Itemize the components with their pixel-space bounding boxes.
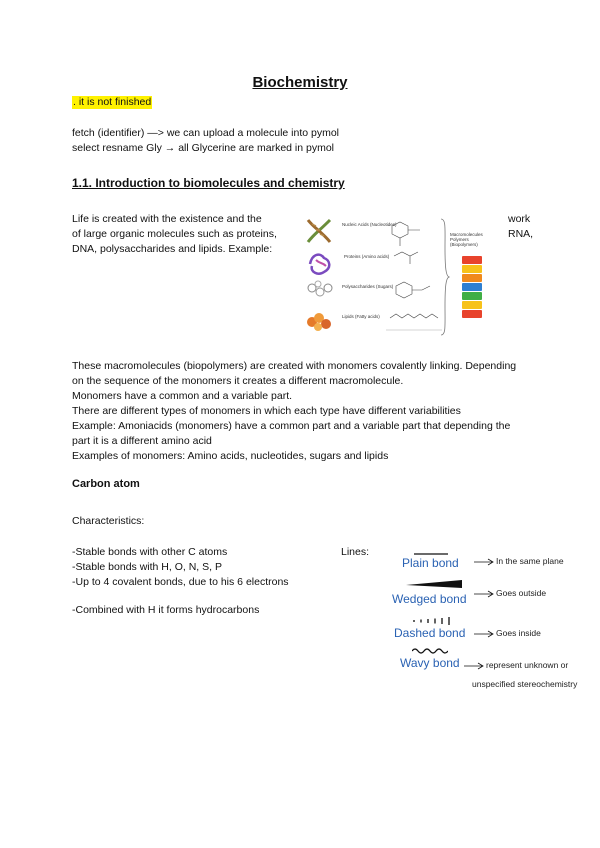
dashed-bond-symbol — [412, 616, 452, 626]
lego-brick — [462, 265, 482, 273]
para-line: Monomers have a common and a variable part. — [72, 390, 293, 402]
lego-brick — [462, 283, 482, 291]
para-line: RNA, — [508, 228, 534, 240]
wavy-bond-label: Wavy bond — [400, 656, 460, 670]
protein-image — [306, 250, 334, 278]
lego-brick-stack — [462, 256, 482, 319]
characteristic-item: -Up to 4 covalent bonds, due to his 6 electrons — [72, 576, 289, 588]
lego-brick — [462, 274, 482, 282]
para-line: These macromolecules (biopolymers) are created with monomers covalently linking. Depending — [72, 360, 517, 372]
arrow-icon — [474, 558, 496, 566]
page-title: Biochemistry — [252, 74, 348, 91]
bond-legend — [388, 548, 594, 696]
structural-formulas — [386, 216, 442, 336]
figure-label-nucleic-acids: Nucleic Acids (Nucleotides) — [342, 222, 397, 227]
para-line: part it is a different amino acid — [72, 435, 212, 447]
paragraph-2 — [72, 359, 552, 464]
intro-line: select resname Gly → all Glycerine are marked in pymol — [72, 142, 335, 154]
carbon-heading: Carbon atom — [72, 478, 140, 490]
dna-helix-image — [304, 216, 334, 246]
para-line: Example: Amoniacids (monomers) have a common part and a variable part that depending the — [72, 420, 511, 432]
wedged-bond-label: Wedged bond — [392, 592, 467, 606]
dashed-bond-desc: Goes inside — [496, 628, 541, 638]
wavy-bond-symbol — [412, 647, 448, 655]
highlight-note: . it is not finished — [73, 96, 152, 108]
figure-bracket — [440, 218, 450, 336]
plain-bond-label: Plain bond — [402, 556, 459, 570]
characteristic-item: -Combined with H it forms hydrocarbons — [72, 604, 260, 616]
side-label-line: Macromolecules — [450, 232, 483, 237]
figure-label-polysaccharides: Polysaccharides (Sugars) — [342, 284, 394, 289]
arrow-icon — [474, 630, 496, 638]
biomolecules-figure — [298, 212, 504, 346]
figure-label-lipids: Lipids (Fatty acids) — [342, 314, 380, 319]
characteristic-item: -Stable bonds with other C atoms — [72, 546, 228, 558]
side-label-line: (Biopolymers) — [450, 242, 478, 247]
paragraph-1-right — [508, 212, 533, 242]
figure-label-proteins: Proteins (Amino acids) — [344, 254, 390, 259]
para-line: Life is created with the existence and the — [72, 213, 262, 225]
arrow-icon — [464, 662, 486, 670]
para-line: work — [508, 213, 531, 225]
lego-brick — [462, 301, 482, 309]
characteristic-item: -Stable bonds with H, O, N, S, P — [72, 561, 222, 573]
lego-brick — [462, 256, 482, 264]
lipid-image — [304, 308, 336, 336]
section-heading: 1.1. Introduction to biomolecules and chemistry — [72, 176, 345, 190]
para-line: Examples of monomers: Amino acids, nucleotides, sugars and lipids — [72, 450, 389, 462]
lego-brick — [462, 310, 482, 318]
characteristics-label: Characteristics: — [72, 515, 145, 527]
dashed-bond-label: Dashed bond — [394, 626, 466, 640]
lines-label: Lines: — [341, 546, 370, 558]
wavy-bond-desc: represent unknown or — [486, 660, 569, 670]
wavy-bond-desc-2: unspecified stereochemistry — [472, 679, 578, 689]
arrow-icon — [474, 590, 496, 598]
wedged-bond-symbol — [406, 579, 464, 589]
side-label-line: Polymers — [450, 237, 469, 242]
figure-side-label — [450, 232, 483, 247]
intro-line: fetch (identifier) —> we can upload a molecule into pymol — [72, 127, 340, 139]
para-line: on the sequence of the monomers it creates a different macromolecule. — [72, 375, 404, 387]
paragraph-1-left — [72, 212, 292, 257]
para-line: of large organic molecules such as proteins, — [72, 228, 277, 240]
para-line: There are different types of monomers in which each type have different variabilities — [72, 405, 461, 417]
lego-brick — [462, 292, 482, 300]
wedged-bond-desc: Goes outside — [496, 588, 547, 598]
plain-bond-desc: In the same plane — [496, 556, 564, 566]
polysaccharide-image — [306, 280, 334, 302]
para-line: DNA, polysaccharides and lipids. Example: — [72, 243, 273, 255]
